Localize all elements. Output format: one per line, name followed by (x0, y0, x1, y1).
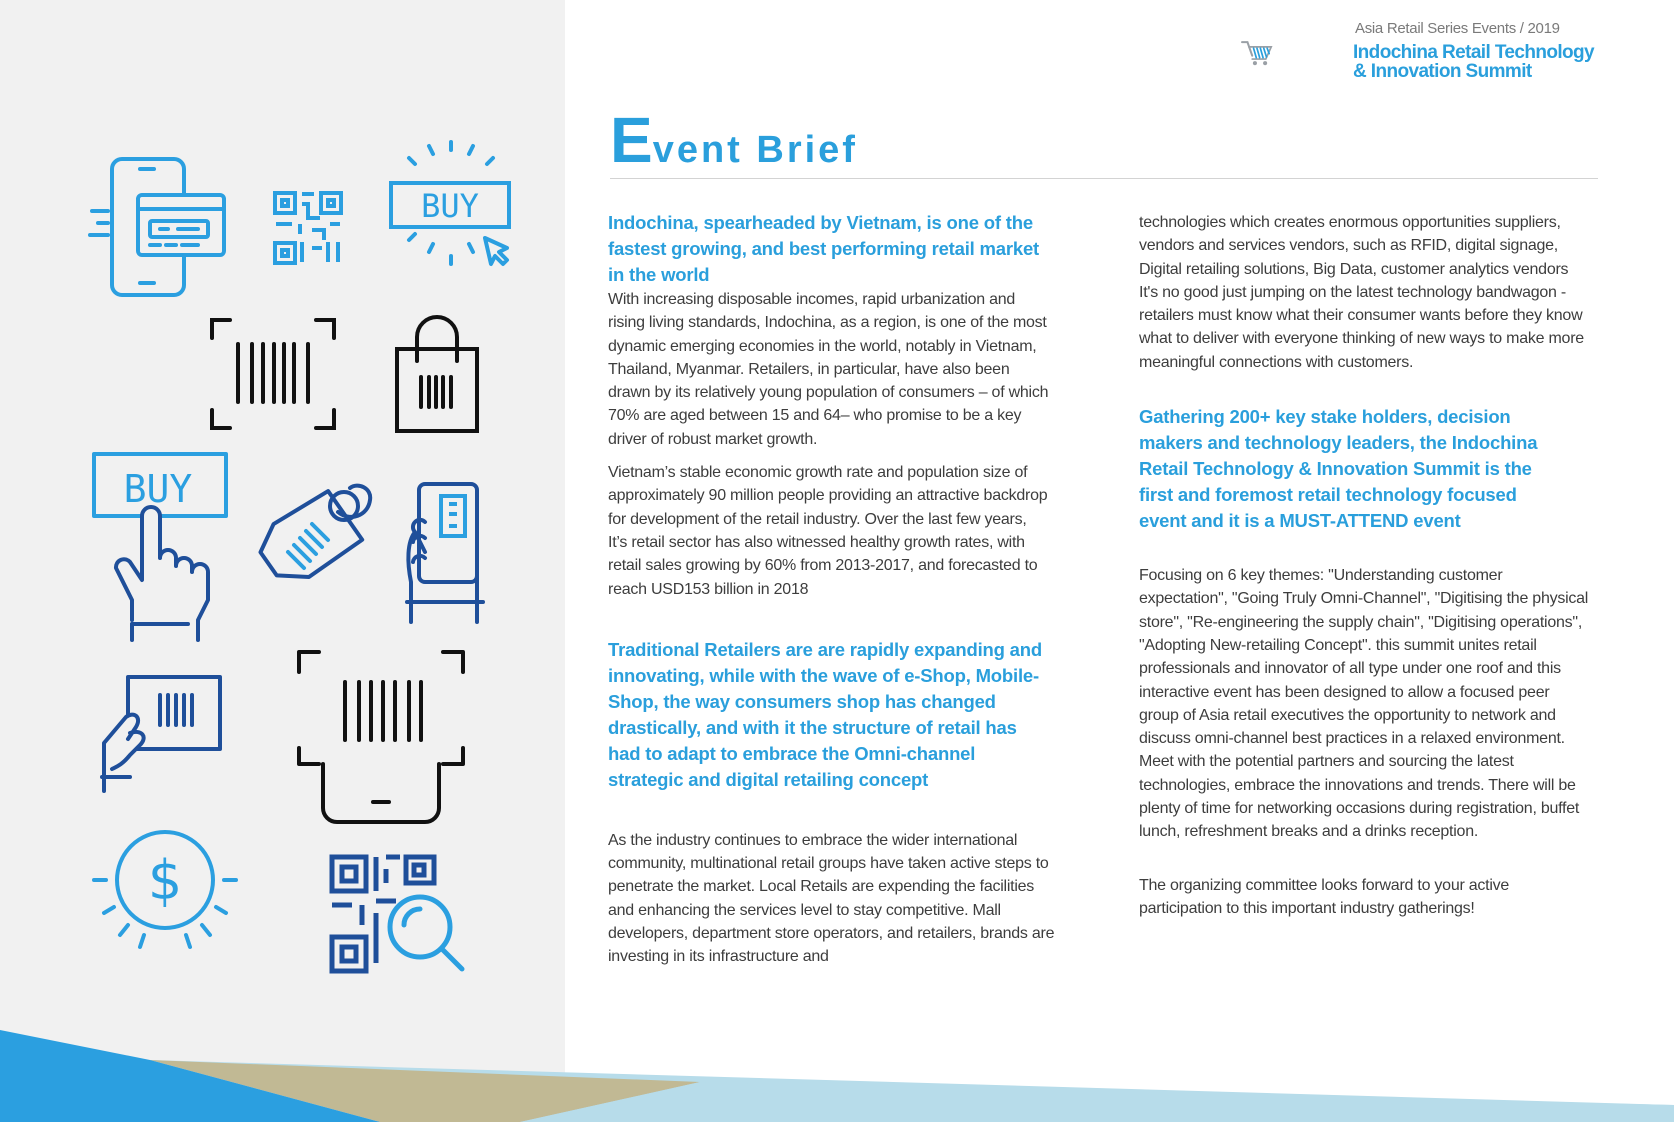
shopping-bag-icon (393, 315, 481, 435)
barcode-scanner-icon (208, 316, 338, 432)
hand-holding-phone-icon (405, 482, 485, 628)
left-text-column (608, 210, 1058, 969)
mobile-payment-icon (88, 155, 238, 300)
right-body-3: The organizing committee looks forward to your active participation to this important industry gatherings! (1139, 876, 1510, 917)
icon-panel (0, 0, 565, 1122)
qr-code-icon (272, 190, 344, 266)
buy-button-hand-icon (90, 450, 230, 645)
qr-search-icon (328, 853, 466, 975)
left-highlight-2: Traditional Retailers are are rapidly expanding and innovating, while with the wave of e-Shop, Mobile-Shop, the way consumers shop has changed drastically, and with it the structure of retail has had to adapt to embrace the Omni-channel strategic and digital retailing concept (608, 638, 1042, 790)
series-label: Asia Retail Series Events / 2019 (1355, 20, 1560, 37)
summit-title-line1: Indochina Retail Technology (1353, 42, 1595, 63)
buy-sign-cursor-icon (385, 138, 517, 270)
right-text-column (1139, 211, 1589, 920)
right-highlight-1: Gathering 200+ key stake holders, decision makers and technology leaders, the Indochina Retail Technology & Innovation Summit is the first and foremost retail technology focused event and it is a MUST-ATTEND event (1139, 406, 1538, 532)
summit-title-line2: & Innovation Summit (1353, 61, 1532, 82)
right-body-2: Focusing on 6 key themes: "Understanding customer expectation", "Going Truly Omni-Channel", "Digitising the physical store", "Re-engineering the supply chain", "Digitising operations", "Adopting New-retailing Concept". this summit unites retail professionals and innovator of all type under one roof and this interactive event has been designed to allow a focused peer group of Asia retail executives the opportunity to network and discuss omni-channel best practices in a relaxed environment. Meet with the potential partners and sourcing the latest technologies, embrace the innovations and trends. There will be plenty of time for networking occasions during registration, buffet lunch, refreshment breaks and a drinks reception. (1139, 567, 1589, 841)
price-tag-icon (258, 482, 378, 592)
summit-title (1353, 43, 1594, 81)
buy-sign-label: BUY (421, 187, 479, 225)
phone-barcode-scan-icon (295, 648, 467, 826)
title-divider (610, 178, 1598, 179)
page-title (610, 104, 858, 176)
hand-holding-card-icon (100, 673, 226, 795)
bottom-wave-decoration (0, 1010, 1674, 1122)
left-body-2: Vietnam’s stable economic growth rate and population size of approximately 90 million people providing an attractive backdrop for development of the retail industry. Over the last few years, It’s retail sector has also witnessed healthy growth rates, with retail sales growing by 60% from 2013-2017, and forecasted to reach USD153 billion in 2018 (608, 464, 1048, 598)
left-body-1: With increasing disposable incomes, rapid urbanization and rising living standards, Indochina, as a region, is one of the most dynamic emerging economies in the world, notably in Vietnam, Thailand, Myanmar. Retailers, in particular, have also been drawn by its relatively young population of consumers – of which 70% are aged between 15 and 64– who promise to be a key driver of robust market growth. (608, 291, 1049, 448)
title-rest: vent Brief (652, 129, 858, 171)
summit-logo-cart-icon (1240, 12, 1352, 97)
buy-button-label: BUY (123, 467, 193, 511)
title-initial: E (610, 104, 653, 176)
dollar-coin-icon (90, 825, 240, 955)
left-highlight-1: Indochina, spearheaded by Vietnam, is one of the fastest growing, and best performing retail market in the world (608, 212, 1040, 285)
left-body-3: As the industry continues to embrace the wider international community, multinational retail groups have taken active steps to penetrate the market. Local Retails are expending the facilities and enhancing the services level to stay competitive. Mall developers, department store operators, and retailers, brands are investing in its infrastructure and (608, 831, 1055, 966)
dollar-symbol: $ (147, 849, 183, 912)
right-body-1: technologies which creates enormous opportunities suppliers, vendors and services vendors, such as RFID, digital signage, Digital retailing solutions, Big Data, customer analytics vendors It's no good just jumping on the latest technology bandwagon - retailers must know what their consumer wants before they know what to deliver with everyone thinking of new ways to make more meaningful connections with customers. (1139, 214, 1584, 371)
